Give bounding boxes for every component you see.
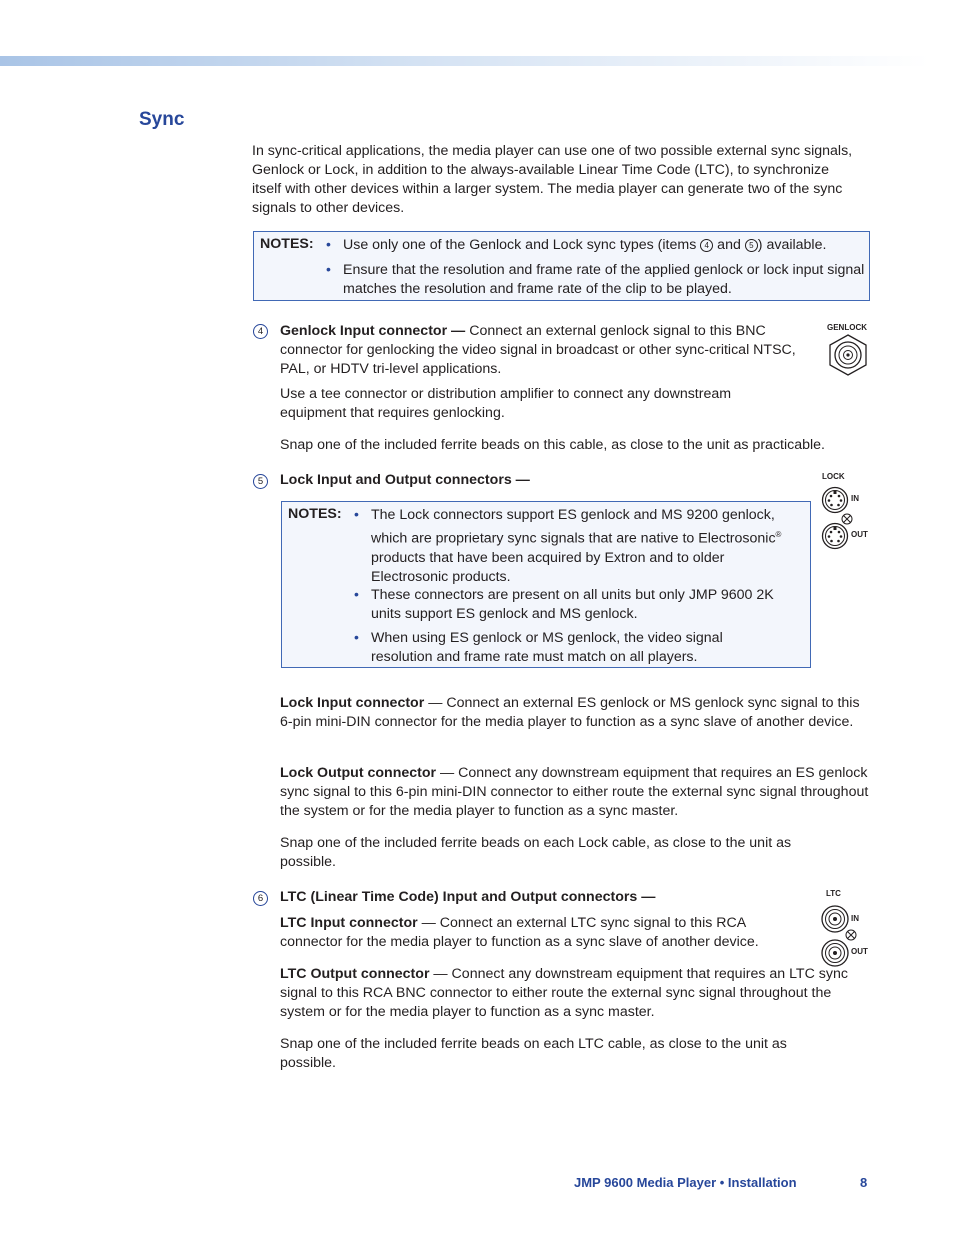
note-bullet-1: The Lock connectors support ES genlock and MS 9200 genlock, which are proprietary sync signals that are native to Electrosonic® products that have been acquired by Extron and to older Electrosonic products. xyxy=(371,507,782,585)
item-number-badge: 5 xyxy=(253,474,268,489)
genlock-tee-paragraph: Use a tee connector or distribution amplifier to connect any downstream equipment that requires genlocking. xyxy=(280,386,732,421)
notes-label: NOTES: xyxy=(260,236,314,252)
section-title: Sync xyxy=(139,109,185,130)
lock-diagram-label: LOCK xyxy=(822,472,845,481)
ltc-output-paragraph: LTC Output connector — Connect any downstream equipment that requires an LTC sync signal to this RCA BNC connector to either route the external sync signal throughout the system or for the media player to function as a sync master. xyxy=(280,966,848,1020)
genlock-ferrite-paragraph: Snap one of the included ferrite beads on this cable, as close to the unit as practicable. xyxy=(280,437,825,453)
rca-out-connector-icon xyxy=(820,938,850,968)
bullet-icon: • xyxy=(326,261,331,277)
item-number-badge: 6 xyxy=(253,891,268,906)
ltc-connectors-heading: LTC (Linear Time Code) Input and Output connectors — xyxy=(280,889,656,905)
ltc-input-paragraph: LTC Input connector — Connect an external LTC sync signal to this RCA connector for the media player to function as a sync slave of another device. xyxy=(280,915,759,950)
lock-output-paragraph: Lock Output connector — Connect any downstream equipment that requires an ES genlock sync signal to this 6-pin mini-DIN connector to either route the external sync signal throughout the system or for the media player to function as a sync master. xyxy=(280,765,869,819)
page-number: 8 xyxy=(860,1175,868,1190)
note-bullet-2: These connectors are present on all units but only JMP 9600 2K units support ES genlock and MS genlock. xyxy=(371,587,774,622)
intro-paragraph: In sync-critical applications, the media player can use one of two possible external sync signals, Genlock or Lock, in addition to the always-available Linear Time Code (LTC), to synchronize itself with other devices within a larger system. The media player can generate two of the sync signals to other devices. xyxy=(252,143,853,216)
lock-input-paragraph: Lock Input connector — Connect an external ES genlock or MS genlock sync signal to this 6-pin mini-DIN connector for the media player to function as a sync slave of another device. xyxy=(280,695,860,730)
footer-title: JMP 9600 Media Player • Installation xyxy=(574,1175,797,1190)
mini-din-in-connector-icon xyxy=(821,486,849,514)
lock-out-label: OUT xyxy=(851,530,868,539)
item-number-5-icon: 5 xyxy=(745,239,758,252)
genlock-diagram-label: GENLOCK xyxy=(827,323,867,332)
note-bullet-3: When using ES genlock or MS genlock, the video signal resolution and frame rate must match on all players. xyxy=(371,630,723,665)
note-bullet-1: Use only one of the Genlock and Lock sync types (items 4 and 5 ) available. xyxy=(343,237,827,253)
ltc-diagram-label: LTC xyxy=(826,889,841,898)
item-number-badge: 4 xyxy=(253,324,268,339)
bullet-icon: • xyxy=(354,629,359,645)
lock-connectors-heading: Lock Input and Output connectors — xyxy=(280,472,530,488)
bullet-icon: • xyxy=(354,586,359,602)
lock-ferrite-paragraph: Snap one of the included ferrite beads on each Lock cable, as close to the unit as possible. xyxy=(280,835,792,870)
lock-in-label: IN xyxy=(851,494,859,503)
ltc-in-label: IN xyxy=(851,914,859,923)
ltc-ferrite-paragraph: Snap one of the included ferrite beads on each LTC cable, as close to the unit as possible. xyxy=(280,1036,787,1071)
notes-box-lock xyxy=(281,501,811,668)
bullet-icon: • xyxy=(354,506,359,522)
notes-label: NOTES: xyxy=(288,506,342,522)
bullet-icon: • xyxy=(326,236,331,252)
ltc-out-label: OUT xyxy=(851,947,868,956)
mini-din-out-connector-icon xyxy=(821,522,849,550)
item-number-4-icon: 4 xyxy=(700,239,713,252)
note-bullet-2: Ensure that the resolution and frame rate of the applied genlock or lock input signal matches the resolution and frame rate of the clip to be played. xyxy=(343,262,865,297)
header-bar xyxy=(0,56,930,66)
bnc-connector-icon xyxy=(826,334,870,376)
genlock-input-paragraph: Genlock Input connector — Connect an external genlock signal to this BNC connector for genlocking the video signal in broadcast or other sync-critical NTSC, PAL, or HDTV tri-level applications. xyxy=(280,323,796,377)
notes-box-sync-types xyxy=(253,231,870,301)
